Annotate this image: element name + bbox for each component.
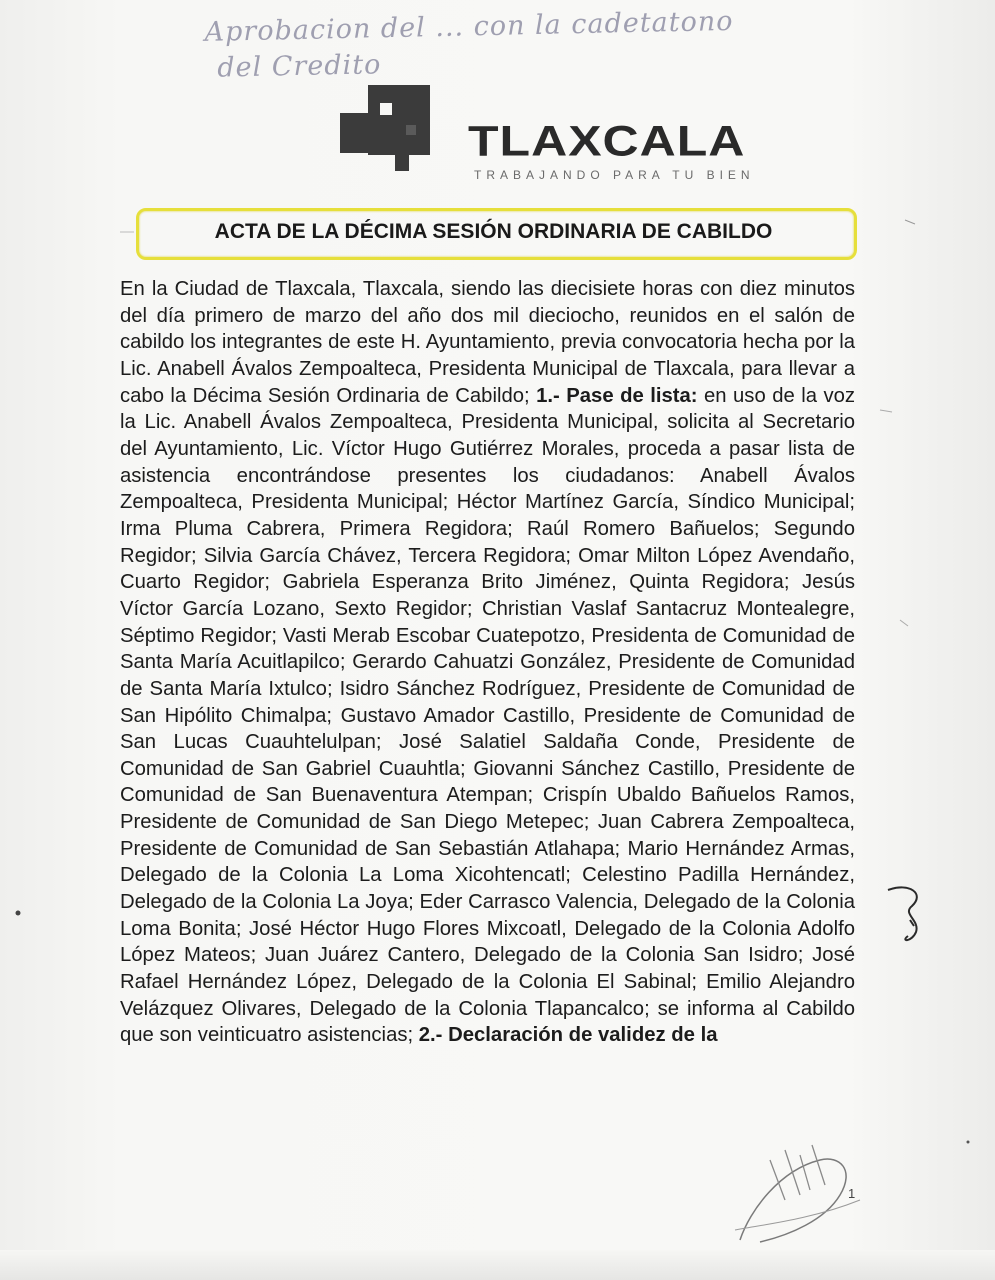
logo-wordmark: TLAXCALA: [468, 117, 746, 165]
section-heading-validity: 2.- Declaración de validez de la: [418, 1024, 718, 1047]
handwritten-line-2: del Credito: [217, 49, 382, 84]
body-paragraph: en uso de la voz la Lic. Anabell Ávalos Zempoalteca, Presidenta Municipal, solicita al Secretario del Ayuntamiento, Lic. Víctor Hugo Gutiérrez Morales, proceda a pasar lista de asistencia encontrándose presentes los ciudadanos: Anabell Ávalos Zempoalteca, Presidenta Municipal; Héctor Martínez García, Síndico Municipal; Irma Pluma Cabrera, Primera Regidora; Raúl Romero Bañuelos; Segundo Regidor; Silvia García Chávez, Tercera Regidora; Omar Milton López Avendaño, Cuarto Regidor; Gabriela Esperanza Brito Jiménez, Quinta Regidora; Jesús Víctor García Lozano, Sexto Regidor; Christian Vaslaf Santacruz Montealegre, Séptimo Regidor; Vasti Merab Escobar Cuatepotzo, Presidenta de Comunidad de Santa María Acuitlapilco; Gerardo Cahuatzi González, Presidente de Comunidad de Santa María Ixtulco; Isidro Sánchez Rodríguez, Presidente de Comunidad de San Hipólito Chimalpa; Gustavo Amador Castillo, Presidente de Comunidad de San Lucas Cuauhtelulpan; José Salatiel Saldaña Conde, Presidente de Comunidad de San Gabriel Cuauhtla; Giovanni Sánchez Castillo, Presidente de Comunidad de San Buenaventura Atempan; Crispín Ubaldo Bañuelos Ramos, Presidente de Comunidad de San Diego Metepec; Juan Cabrera Zempoalteca, Presidente de Comunidad de San Sebastián Atlahapa; Mario Hernández Armas, Delegado de la Colonia La Loma Xicohtencatl; Celestino Padilla Hernández, Delegado de la Colonia La Joya; Eder Carrasco Valencia, Delegado de la Colonia Loma Bonita; José Héctor Hugo Flores Mixcoatl, Delegado de la Colonia Adolfo López Mateos; Juan Juárez Cantero, Delegado de la Colonia San Isidro; José Rafael Hernández López, Delegado de la Colonia El Sabinal; Emilio Alejandro Velázquez Olivares, Delegado de la Colonia Tlapancalco; se informa al Cabildo que son veinticuatro asistencias;: [120, 384, 856, 1047]
handwritten-line-1: Aprobacion del ... con la cadetatono: [204, 5, 734, 48]
body-paragraph: En la Ciudad de Tlaxcala, Tlaxcala, siendo las diecisiete horas con diez minutos del día primero de marzo del año dos mil dieciocho, reunidos en el salón de cabildo los integrantes de este H. Ayuntamiento, previa convocatoria hecha por la Lic. Anabell Ávalos Zempoalteca, Presidenta Municipal de Tlaxcala, para llevar a cabo la Décima Sesión Ordinaria de Cabildo;: [120, 278, 855, 407]
page-title: ACTA DE LA DÉCIMA SESIÓN ORDINARIA DE CABILDO: [214, 220, 773, 243]
page-bottom-edge: [0, 1250, 995, 1280]
section-heading-roll-call: 1.- Pase de lista:: [536, 384, 698, 407]
page-number: 1: [848, 1186, 856, 1201]
logo-tagline: TRABAJANDO PARA TU BIEN: [474, 168, 755, 182]
